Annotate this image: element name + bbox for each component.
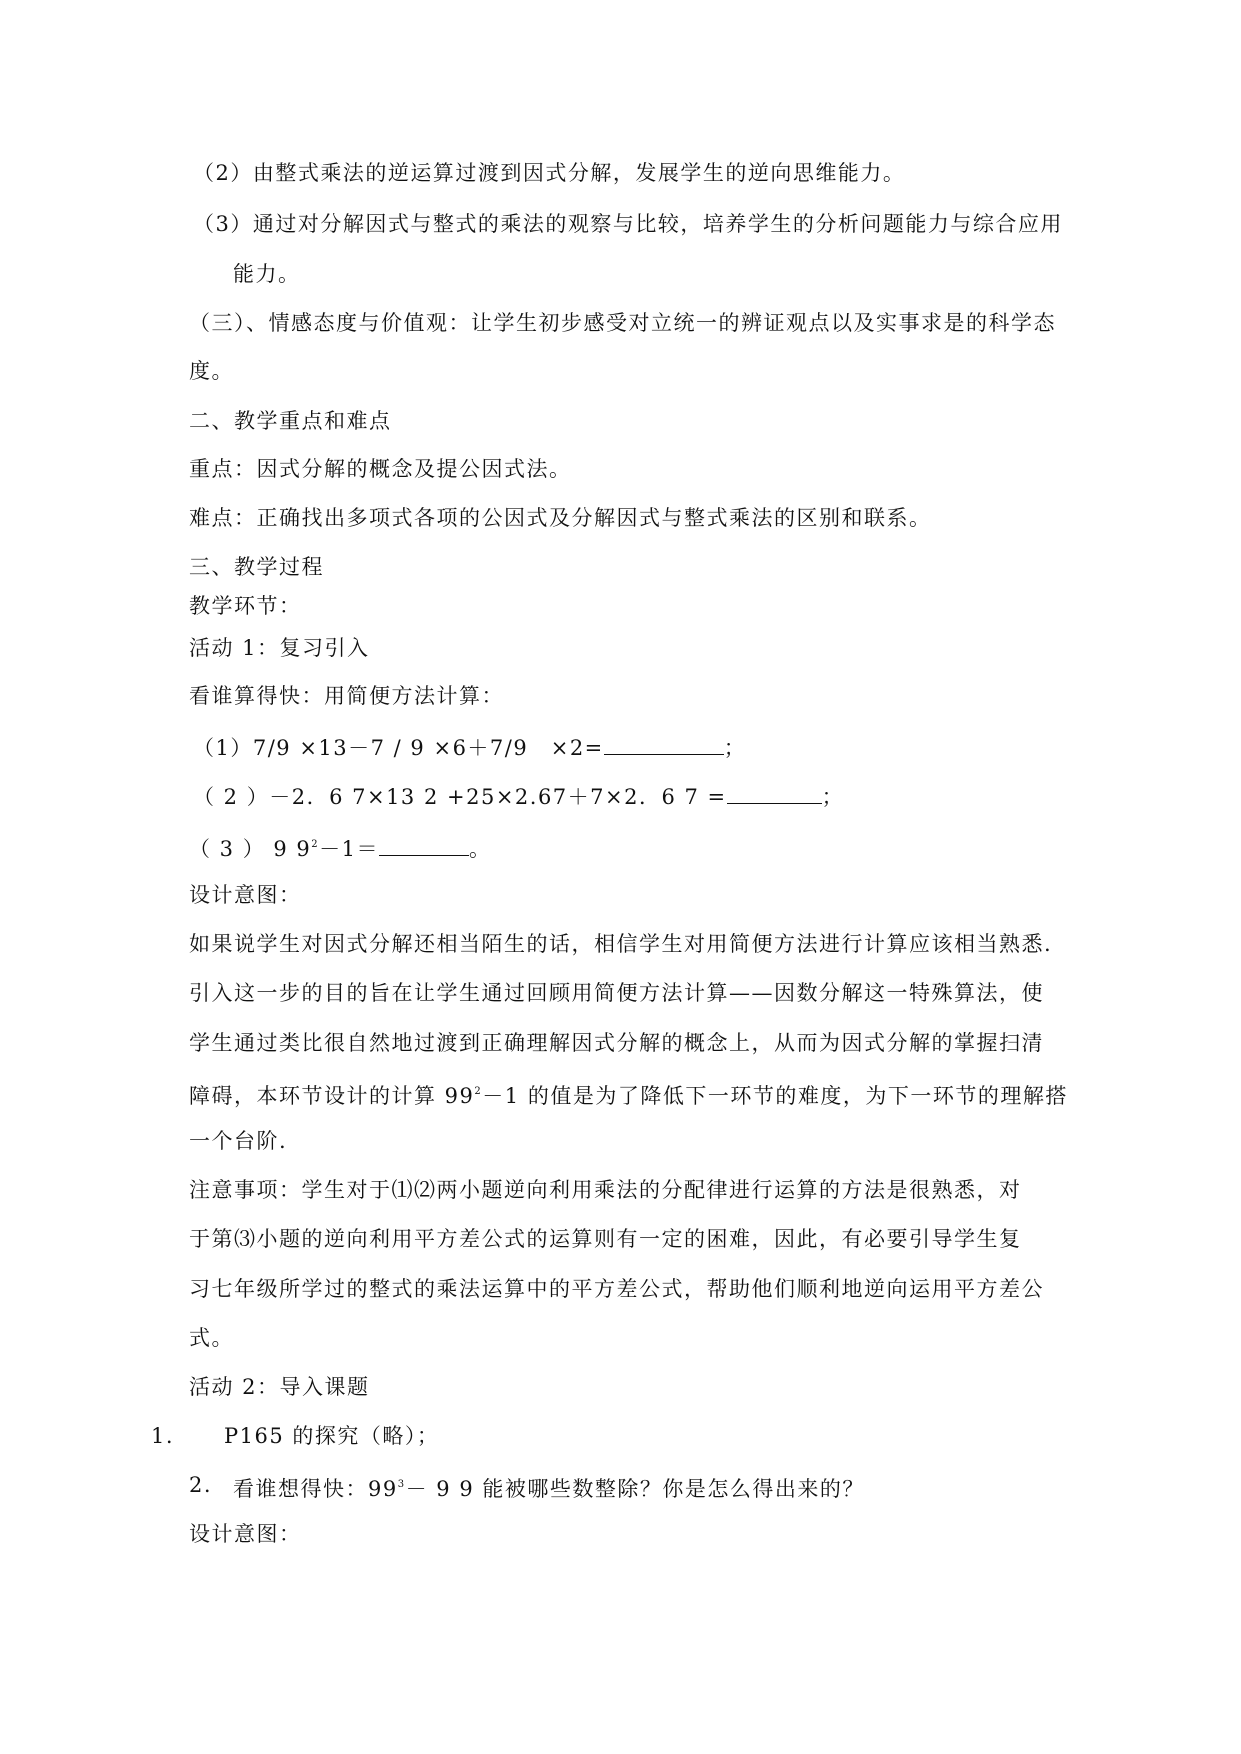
text-segment: 看谁想得快：99 — [233, 1477, 398, 1501]
answer-blank — [604, 732, 724, 755]
text-line: （三）、情感态度与价值观：让学生初步感受对立统一的辨证观点以及实事求是的科学态 — [189, 311, 1056, 335]
superscript: 2 — [474, 1086, 483, 1097]
text-segment: 障碍，本环节设计的计算 99 — [189, 1084, 475, 1108]
section-heading: 二、教学重点和难点 — [189, 409, 392, 433]
exercise-text: （ 2 ）－2．6 7×13 2 +25×2.67＋7×2．6 7 = — [193, 785, 727, 809]
exercise-end: 。 — [469, 837, 492, 861]
exercise-line — [193, 781, 844, 812]
list-number: 1. — [151, 1424, 175, 1448]
text-line: 一个台阶. — [189, 1129, 288, 1153]
text-line: 设计意图： — [189, 1522, 302, 1546]
answer-blank — [727, 781, 822, 804]
text-line: 学生通过类比很自然地过渡到正确理解因式分解的概念上，从而为因式分解的掌握扫清 — [189, 1031, 1044, 1055]
list-item: P165 的探究（略）； — [224, 1424, 440, 1448]
exercise-text: －1＝ — [319, 837, 380, 861]
text-line: 度。 — [189, 359, 234, 383]
activity-heading: 活动 1：复习引入 — [189, 636, 370, 660]
text-line — [189, 1077, 1068, 1111]
answer-blank — [379, 833, 469, 856]
text-line: 习七年级所学过的整式的乘法运算中的平方差公式，帮助他们顺利地逆向运用平方差公 — [189, 1277, 1044, 1301]
text-segment: － 9 9 能被哪些数整除？你是怎么得出来的？ — [405, 1477, 865, 1501]
text-line: 重点：因式分解的概念及提公因式法。 — [189, 457, 572, 481]
text-line: 引入这一步的目的旨在让学生通过回顾用简便方法计算——因数分解这一特殊算法，使 — [189, 981, 1044, 1005]
text-line: （2）由整式乘法的逆运算过渡到因式分解，发展学生的逆向思维能力。 — [193, 161, 906, 185]
text-line: 设计意图： — [189, 883, 302, 907]
exercise-end: ； — [723, 736, 747, 760]
text-line: （3）通过对分解因式与整式的乘法的观察与比较，培养学生的分析问题能力与综合应用 — [193, 212, 1063, 236]
exercise-line — [193, 732, 746, 763]
exercise-text: （ 3 ） 9 9 — [189, 837, 312, 861]
exercise-end: ； — [821, 785, 845, 809]
text-line: 能力。 — [233, 262, 301, 286]
superscript: 3 — [397, 1479, 406, 1490]
list-number: 2. — [189, 1473, 213, 1497]
list-item — [233, 1470, 865, 1504]
exercise-text: （1）7/9 ×13－7 / 9 ×6＋7/9 ×2= — [193, 736, 604, 760]
text-line: 如果说学生对因式分解还相当陌生的话，相信学生对用简便方法进行计算应该相当熟悉. — [189, 932, 1053, 956]
text-line: 注意事项：学生对于⑴⑵两小题逆向利用乘法的分配律进行运算的方法是很熟悉，对 — [189, 1178, 1022, 1202]
text-line: 看谁算得快：用简便方法计算： — [189, 684, 504, 708]
text-line: 式。 — [189, 1326, 234, 1350]
activity-heading: 活动 2：导入课题 — [189, 1375, 370, 1399]
text-segment: －1 的值是为了降低下一环节的难度，为下一环节的理解搭 — [482, 1084, 1068, 1108]
section-heading: 三、教学过程 — [189, 555, 324, 579]
exercise-line — [189, 830, 492, 864]
superscript: 2 — [311, 839, 320, 850]
text-line: 教学环节： — [189, 594, 302, 618]
text-line: 于第⑶小题的逆向利用平方差公式的运算则有一定的困难，因此，有必要引导学生复 — [189, 1227, 1022, 1251]
text-line: 难点：正确找出多项式各项的公因式及分解因式与整式乘法的区别和联系。 — [189, 506, 932, 530]
